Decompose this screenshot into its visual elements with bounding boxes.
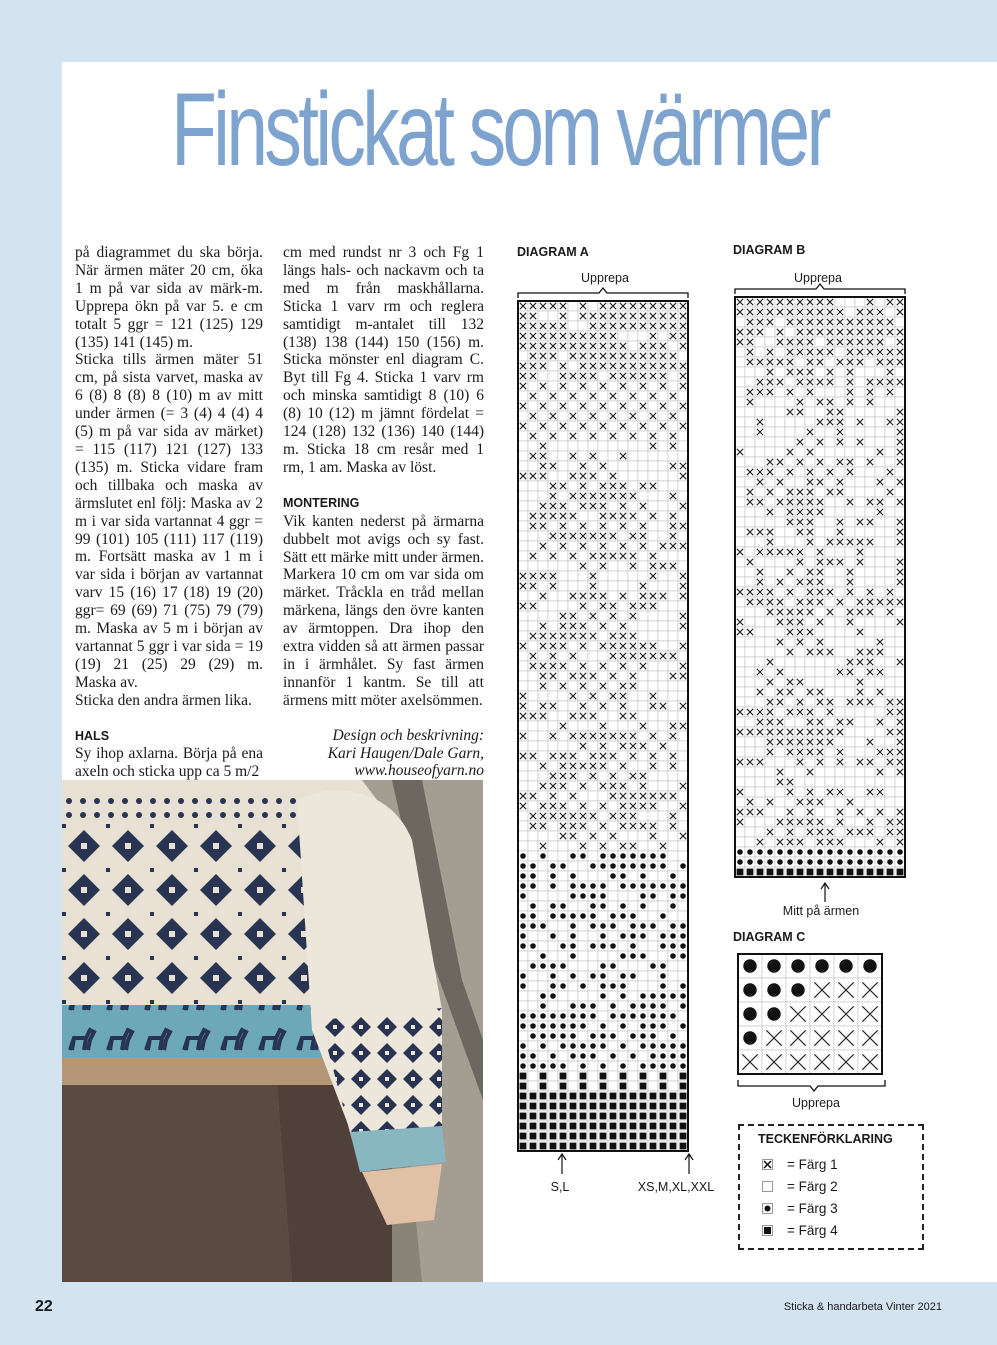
cross-symbol-icon	[762, 1159, 773, 1170]
legend-item-color-3	[762, 1201, 838, 1216]
magazine-footer: Sticka & handarbeta Vinter 2021	[783, 1301, 942, 1313]
paragraph: cm med rundst nr 3 och Fg 1 längs hals- och nackavm och ta med m från maskhållarna. Sticka 1 varv rm och reglera samtidigt m-antalet till 132 (138) 138 (144) 150 (156) m. Sticka mönster enl diagram C. Byt till Fg 4. Sticka 1 varv rm och minska samtidigt 8 (10) 6 (8) 10 (12) m jämnt fördelat = 124 (128) 132 (136) 140 (144) m. Sticka 18 cm resår med 1 rm, 1 am. Maska av löst.	[283, 244, 484, 476]
symbol-legend	[738, 1124, 924, 1250]
empty-symbol-icon	[762, 1181, 773, 1192]
credit-label: Design och beskrivning:	[332, 726, 484, 744]
paragraph: på diagrammet du ska börja. När ärmen mäter 20 cm, öka 1 m på var sida av märk-m. Upprepa ökn på var 5. e cm totalt 5 ggr = 121 (125) 129 (135) 141 (145) m.	[75, 244, 263, 351]
diagram-b-grid	[735, 297, 905, 877]
section-heading-hals: HALS	[75, 728, 110, 743]
paragraph: Sy ihop axlarna. Börja på ena axeln och sticka upp ca 5 m/2	[75, 745, 263, 781]
legend-label: = Färg 1	[787, 1157, 838, 1172]
diagram-a-size-xs-m-xl-xxl: XS,M,XL,XXL	[637, 1180, 715, 1194]
arrow-up-icon	[685, 1154, 693, 1174]
diagram-c-label: DIAGRAM C	[733, 930, 806, 944]
legend-label: = Färg 3	[787, 1201, 838, 1216]
square-symbol-icon	[762, 1225, 773, 1236]
diagram-a-size-s-l: S,L	[550, 1180, 570, 1194]
paragraph: Sticka den andra ärmen lika.	[75, 691, 252, 709]
diagram-b-mid-sleeve-label: Mitt på ärmen	[782, 904, 860, 918]
legend-item-color-4	[762, 1223, 838, 1238]
legend-item-color-1	[762, 1157, 838, 1172]
arrow-up-icon	[558, 1154, 566, 1174]
legend-label: = Färg 4	[787, 1223, 838, 1238]
page-title: Finstickat som värmer	[171, 72, 828, 188]
arrow-up-icon	[821, 883, 829, 902]
diagram-b-repeat-bracket	[735, 284, 905, 294]
diagram-a-label: DIAGRAM A	[517, 245, 589, 259]
legend-title: TECKENFÖRKLARING	[758, 1132, 893, 1146]
diagram-b-label: DIAGRAM B	[733, 243, 806, 257]
diagram-c-repeat-bracket	[738, 1080, 885, 1091]
credit-url: www.houseofyarn.no	[354, 762, 484, 780]
diagram-a-grid	[518, 301, 688, 1151]
page-number: 22	[35, 1298, 53, 1315]
diagram-a-repeat-bracket	[518, 288, 688, 298]
diagram-a-repeat-label: Upprepa	[581, 271, 629, 285]
section-heading-montering: MONTERING	[283, 495, 360, 510]
legend-label: = Färg 2	[787, 1179, 838, 1194]
diagram-c-repeat-label: Upprepa	[792, 1096, 840, 1110]
diagram-c-grid	[738, 954, 882, 1074]
diagram-b-repeat-label: Upprepa	[794, 271, 842, 285]
credit-names: Kari Haugen/Dale Garn,	[327, 744, 484, 762]
dot-symbol-icon	[762, 1203, 773, 1214]
paragraph: Sticka tills ärmen mäter 51 cm, på sista varvet, maska av 6 (8) 8 (8) 8 (10) m av mitt under ärmen (= 3 (4) 4 (4) 4 (5) m på var sida av märket) = 115 (117) 121 (127) 133 (135) m. Sticka vidare fram och tillbaka och maska av ärmslutet enl följ: Maska av 2 m i var sida vartannat 4 ggr = 99 (101) 105 (111) 117 (119) m. Fortsätt maska av 1 m i var sida i början av vartannat varv 15 (16) 17 (18) 19 (20) ggr= 69 (69) 71 (75) 79 (79) m. Maska av 5 m i början av vartannat 5 ggr i var sida = 19 (19) 21 (25) 29 (29) m. Maska av.	[75, 351, 263, 691]
paragraph: Vik kanten nederst på ärmarna dubbelt mot avigs och sy fast. Sätt ett märke mitt under ärmen. Markera 10 cm om var sida om märket. Tråckla en tråd mellan märkena, längs den övre kanten av ärmtoppen. Dra ihop den extra vidden så att ärmen passar in i ärmhålet. Sy fast ärmen innanför 1 kantm. Se till att ärmens mitt möter axelsömmen.	[283, 512, 484, 709]
legend-item-color-2	[762, 1179, 838, 1194]
